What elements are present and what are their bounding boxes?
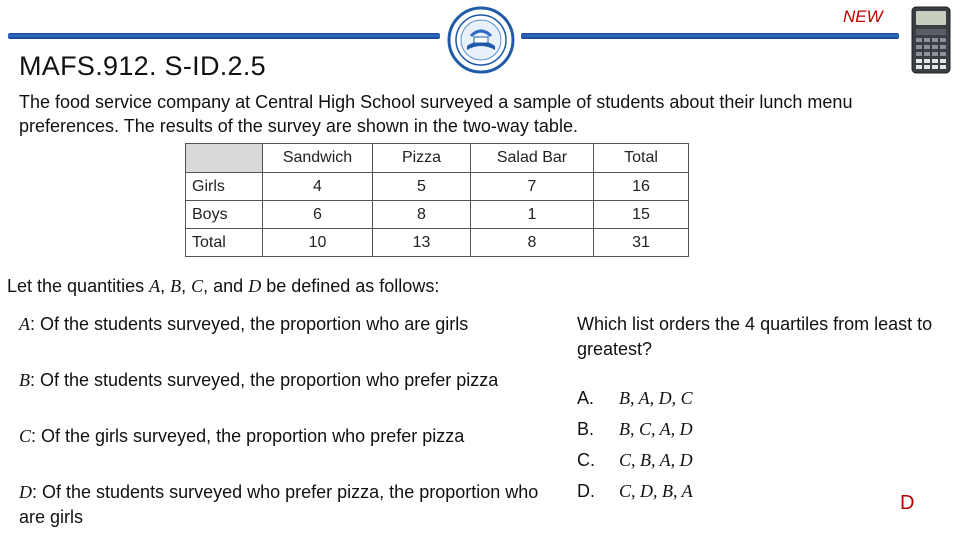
table-header-row [186,144,689,173]
table-cell: 1 [471,201,594,229]
table-cell: 7 [471,173,594,201]
table-row-label: Girls [186,173,263,201]
table-cell: 5 [373,173,471,201]
choice-a[interactable] [577,388,693,409]
school-seal-icon [447,6,515,74]
table-header-cell: Sandwich [263,144,373,173]
table-cell: 15 [594,201,689,229]
definition-a [19,312,539,337]
answer-label: D [900,492,915,514]
table-cell: 6 [263,201,373,229]
variable-a: A [149,276,161,296]
definition-var: A [19,314,30,334]
variable-b: B [170,276,182,296]
choice-d[interactable] [577,481,693,502]
choice-sequence: B, C, A, D [619,419,693,439]
table-cell: 31 [594,229,689,257]
definitions-intro: Let the quantities A, B, C, and D be defined as follows: [7,276,440,296]
table-cell: 8 [471,229,594,257]
definitions-intro-suffix: be defined as follows: [261,276,440,296]
table-header-cell: Salad Bar [471,144,594,173]
intro-paragraph: The food service company at Central High School surveyed a sample of students about their lunch menu preferences. The results of the survey are shown in the two-way table. [19,92,853,136]
calculator-icon [911,6,951,74]
definition-b [19,368,539,393]
table-row [186,173,689,201]
variable-c: C [191,276,204,296]
table-cell: 4 [263,173,373,201]
definition-text: : Of the girls surveyed, the proportion who prefer pizza [31,426,465,446]
header-bar-right [521,33,899,39]
question-text: Which list orders the 4 quartiles from least to greatest? [577,314,933,359]
definition-text: : Of the students surveyed, the proportion who prefer pizza [30,370,499,390]
choice-c[interactable] [577,450,693,471]
table-row-label: Boys [186,201,263,229]
choice-letter: A. [577,388,595,408]
definition-d [19,480,539,530]
definition-var: B [19,370,30,390]
table-cell: 13 [373,229,471,257]
table-corner-cell [186,144,263,173]
definitions-intro-prefix: Let the quantities [7,276,150,296]
table-row [186,201,689,229]
table-cell: 10 [263,229,373,257]
choice-letter: C. [577,450,595,470]
choice-sequence: C, D, B, A [619,481,693,501]
definition-text: : Of the students surveyed, the proportion who are girls [30,314,469,334]
table-row-label: Total [186,229,263,257]
choice-letter: D. [577,481,595,501]
table-header-cell: Total [594,144,689,173]
page-title: MAFS.912. S-ID.2.5 [19,51,266,81]
table-header-cell: Pizza [373,144,471,173]
definition-var: D [19,482,32,502]
choice-letter: B. [577,419,595,439]
two-way-table [185,143,689,257]
definition-var: C [19,426,32,446]
choice-sequence: C, B, A, D [619,450,693,470]
choice-sequence: B, A, D, C [619,388,693,408]
definition-text: : Of the students surveyed who prefer pizza, the proportion who are girls [19,482,539,527]
choice-b[interactable] [577,419,693,440]
header-bar-left [8,33,440,39]
table-cell: 16 [594,173,689,201]
table-cell: 8 [373,201,471,229]
definition-c [19,424,539,449]
table-row [186,229,689,257]
variable-d: D [248,276,262,296]
new-label: NEW [843,7,883,26]
